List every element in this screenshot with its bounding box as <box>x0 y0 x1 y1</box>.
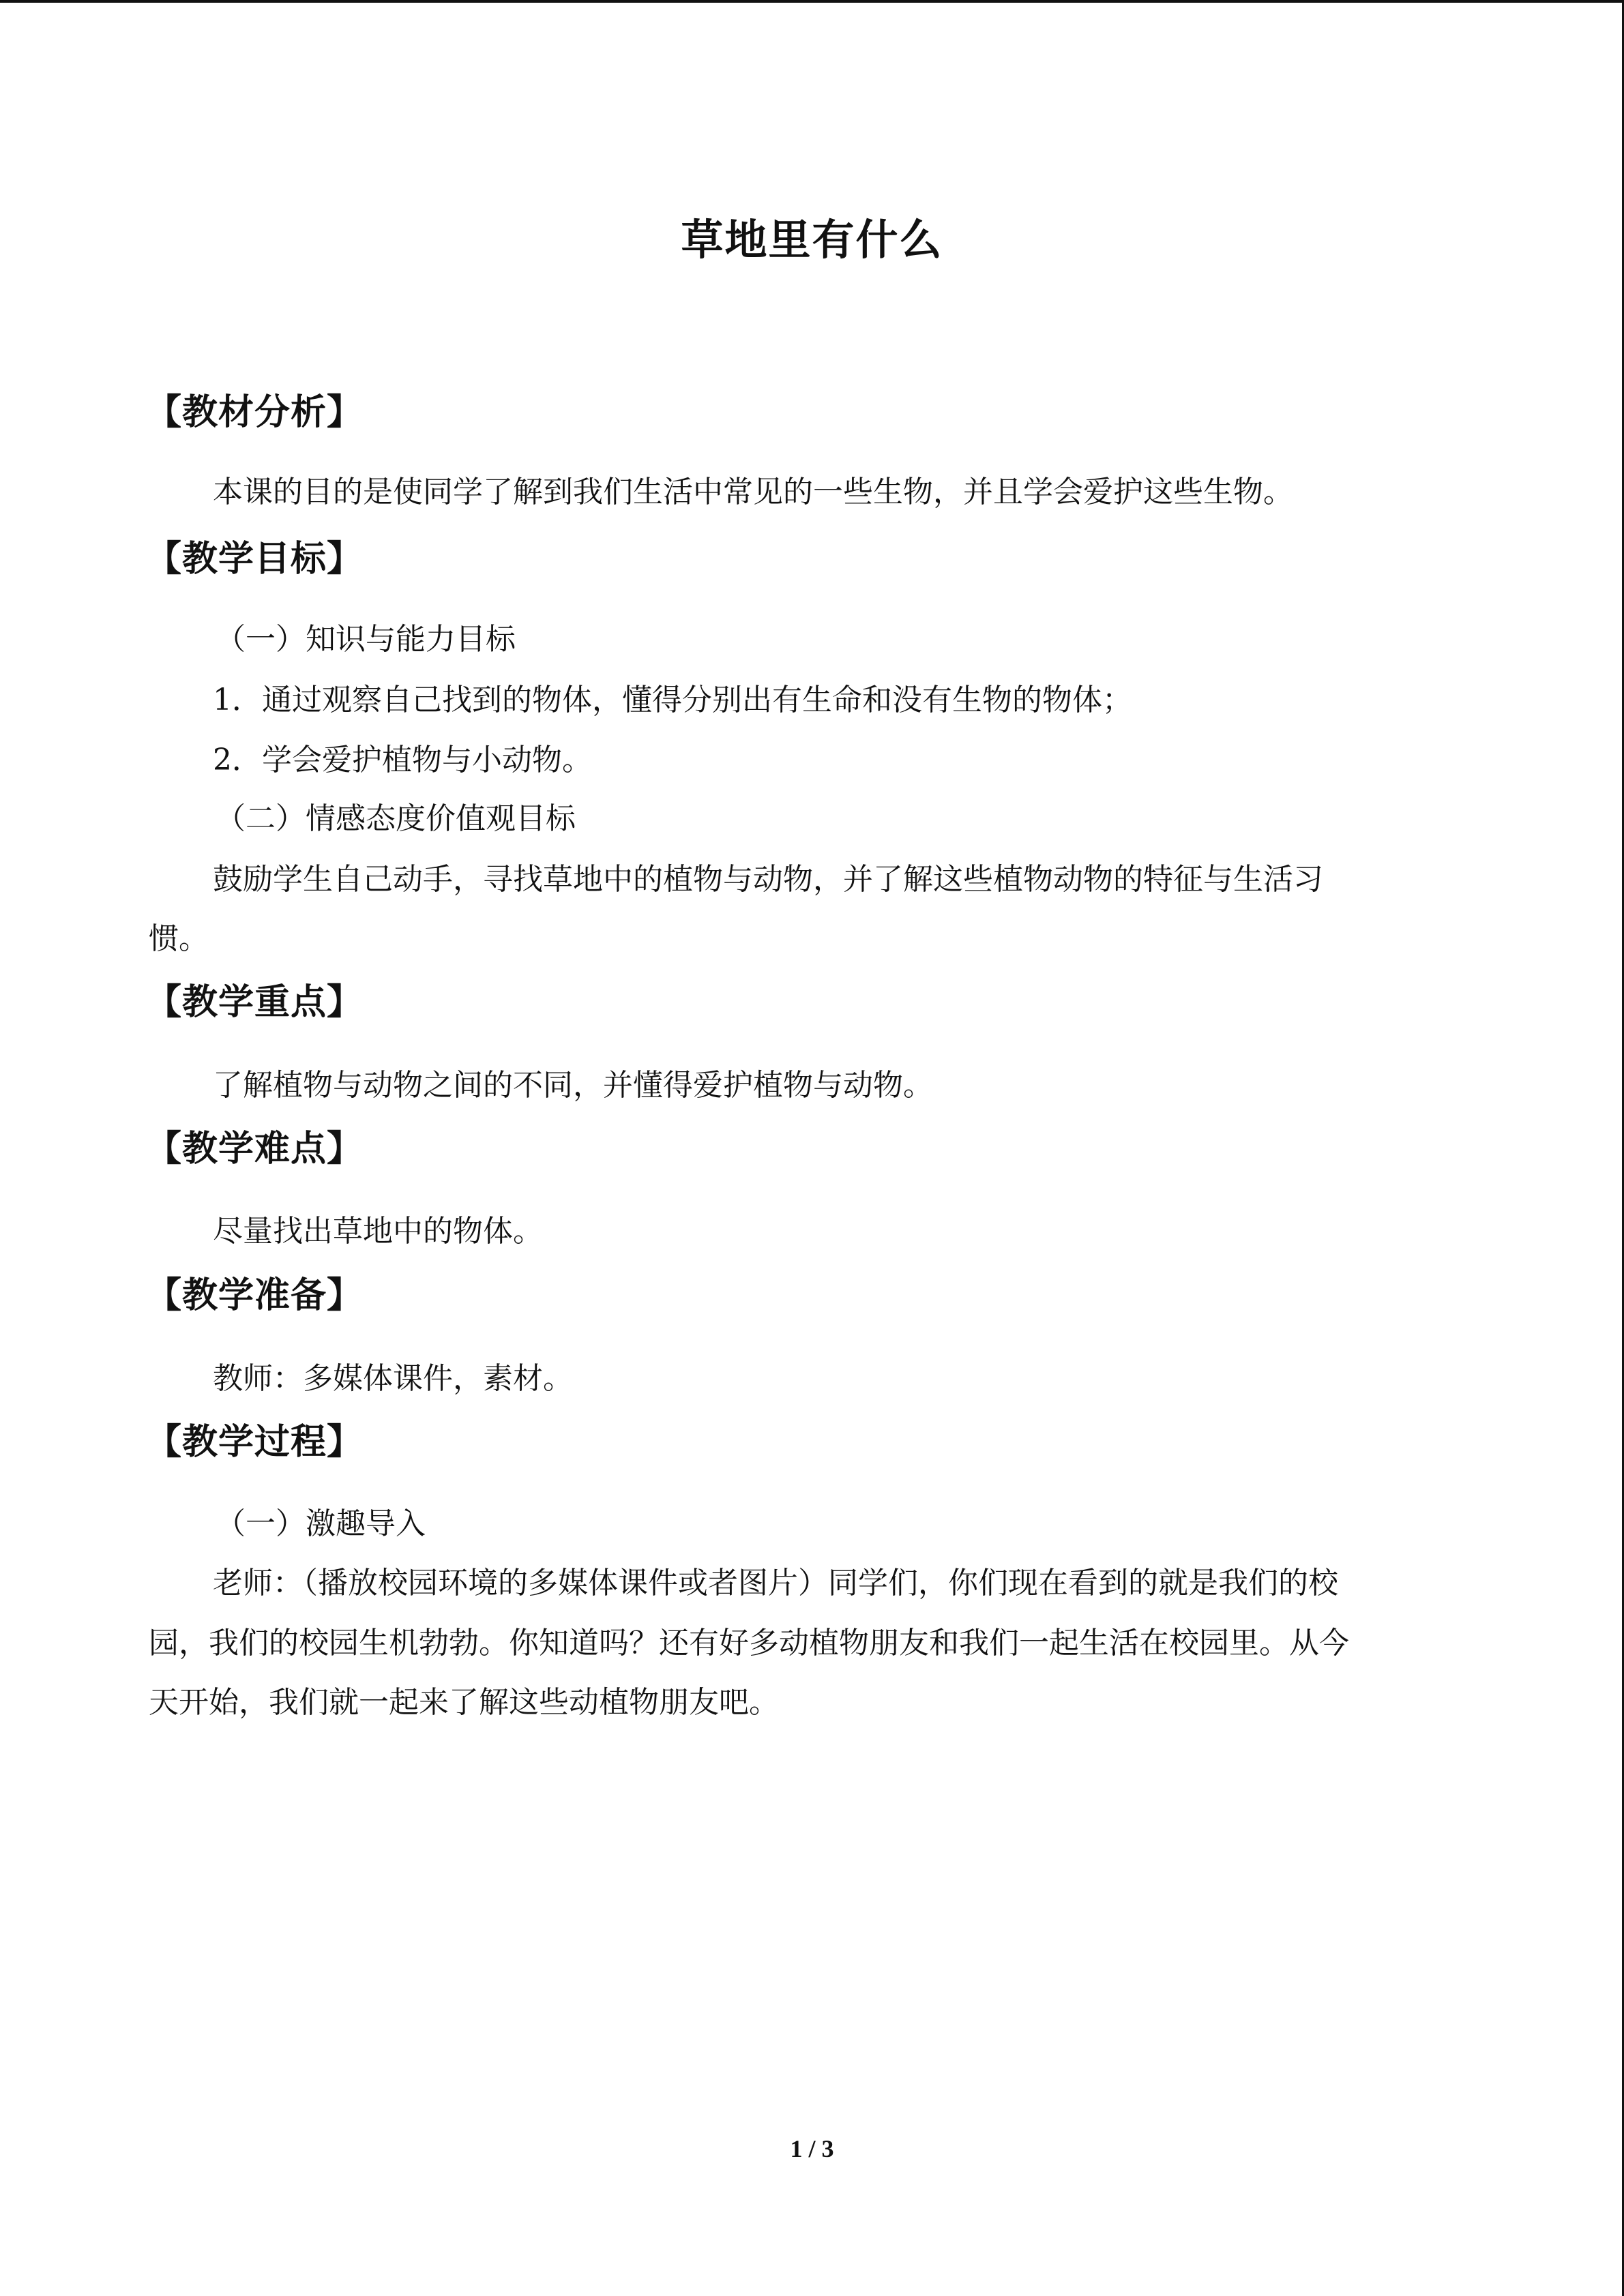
paragraph-line: 了解植物与动物之间的不同，并懂得爱护植物与动物。 <box>213 1068 933 1103</box>
section-heading-teaching-objectives: 【教学目标】 <box>146 539 364 580</box>
paragraph-line: 惯。 <box>149 921 209 956</box>
page-number: 1 / 3 <box>790 2135 834 2162</box>
section-heading-key-points: 【教学重点】 <box>146 982 364 1023</box>
list-item: 1．通过观察自己找到的物体，懂得分别出有生命和没有生物的物体； <box>213 683 1132 717</box>
section-heading-textbook-analysis: 【教材分析】 <box>146 392 364 433</box>
paragraph-line: 尽量找出草地中的物体。 <box>213 1214 543 1249</box>
subheading-emotion-values: （二）情感态度价值观目标 <box>216 801 576 836</box>
paragraph-line: 教师：多媒体课件，素材。 <box>213 1361 573 1396</box>
paragraph-line: 鼓励学生自己动手，寻找草地中的植物与动物，并了解这些植物动物的特征与生活习 <box>213 862 1323 897</box>
subheading-knowledge-ability: （一）知识与能力目标 <box>216 622 516 657</box>
section-heading-process: 【教学过程】 <box>146 1422 364 1463</box>
subheading-introduction: （一）激趣导入 <box>216 1506 426 1541</box>
paragraph-line: 园，我们的校园生机勃勃。你知道吗？还有好多动植物朋友和我们一起生活在校园里。从今 <box>149 1626 1349 1660</box>
list-item: 2．学会爱护植物与小动物。 <box>213 743 592 777</box>
section-heading-preparation: 【教学准备】 <box>146 1275 364 1316</box>
paragraph-line: 老师：（播放校园环境的多媒体课件或者图片）同学们，你们现在看到的就是我们的校 <box>213 1566 1338 1600</box>
paragraph-line: 本课的目的是使同学了解到我们生活中常见的一些生物，并且学会爱护这些生物。 <box>213 475 1293 509</box>
document-title: 草地里有什么 <box>681 215 943 265</box>
paragraph-line: 天开始，我们就一起来了解这些动植物朋友吧。 <box>149 1685 779 1720</box>
section-heading-difficulties: 【教学难点】 <box>146 1129 364 1169</box>
